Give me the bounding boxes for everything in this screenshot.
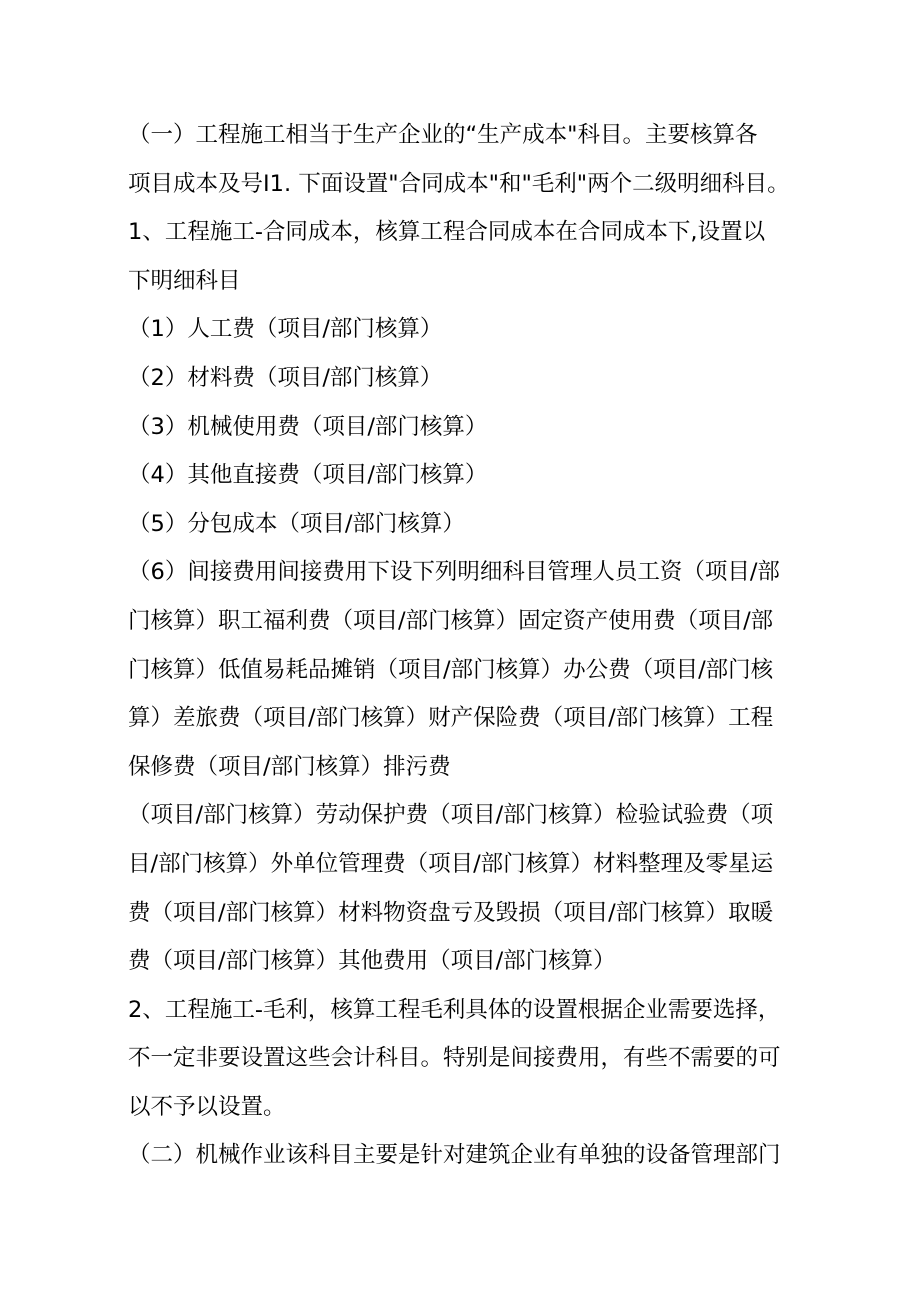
paragraph-line: 2、工程施工-毛利，核算工程毛利具体的设置根据企业需要选择， xyxy=(128,996,781,1023)
paragraph-line: 保修费（项目/部门核算）排污费 xyxy=(128,753,451,780)
section-heading-line: （二）机械作业该科目主要是针对建筑企业有单独的设备管理部门 xyxy=(128,1142,781,1169)
list-item: （2）材料费（项目/部门核算） xyxy=(128,364,443,391)
list-item: （5）分包成本（项目/部门核算） xyxy=(128,510,465,537)
paragraph-line: 以不予以设置。 xyxy=(128,1093,286,1120)
paragraph-line: 费（项目/部门核算）材料物资盘亏及毁损（项目/部门核算）取暖 xyxy=(128,899,774,926)
paragraph-line: （项目/部门核算）劳动保护费（项目/部门核算）检验试验费（项 xyxy=(128,802,774,829)
list-item: （3）机械使用费（项目/部门核算） xyxy=(128,413,488,440)
list-item: （6）间接费用间接费用下设下列明细科目管理人员工资（项目/部 xyxy=(128,559,780,586)
list-item: （1）人工费（项目/部门核算） xyxy=(128,316,443,343)
list-item: （4）其他直接费（项目/部门核算） xyxy=(128,462,488,489)
paragraph-line: 下明细科目 xyxy=(128,267,241,294)
paragraph-line: 1、工程施工-合同成本，核算工程合同成本在合同成本下,设置以 xyxy=(128,219,766,246)
paragraph-line: 目/部门核算）外单位管理费（项目/部门核算）材料整理及零星运 xyxy=(128,850,774,877)
paragraph-line: 门核算）职工福利费（项目/部门核算）固定资产使用费（项目/部 xyxy=(128,607,774,634)
paragraph-line: 算）差旅费（项目/部门核算）财产保险费（项目/部门核算）工程 xyxy=(128,705,774,732)
paragraph-line: （一）工程施工相当于生产企业的“生产成本"科目。主要核算各 xyxy=(128,122,758,148)
paragraph-line: 不一定非要设置这些会计科目。特别是间接费用，有些不需要的可 xyxy=(128,1045,781,1072)
document-body xyxy=(128,111,808,1180)
paragraph-line: 项目成本及号I1. 下面设置"合同成本"和"毛利"两个二级明细科目。 xyxy=(128,170,790,197)
paragraph-line: 门核算）低值易耗品摊销（项目/部门核算）办公费（项目/部门核 xyxy=(128,656,774,683)
paragraph-line: 费（项目/部门核算）其他费用（项目/部门核算） xyxy=(128,948,616,975)
